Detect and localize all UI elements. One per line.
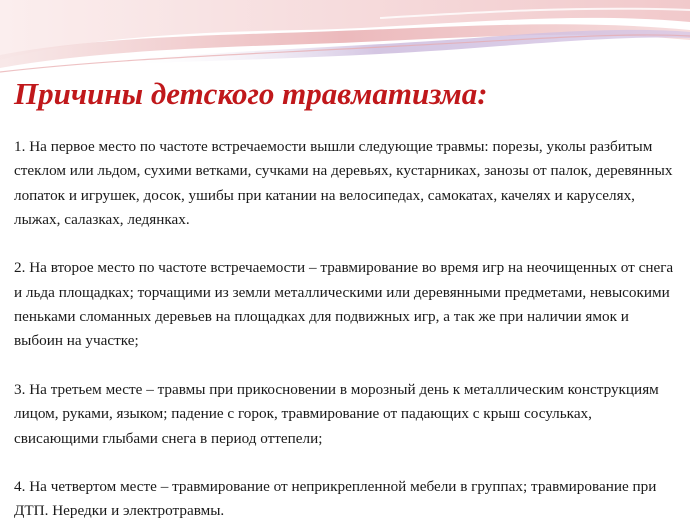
paragraph-2: 2. На второе место по частоте встречаемости – травмирование во время игр на неочищенных от снега и льда площадках; торчащими из земли металлическими или деревянными предметами, невысокими пеньками сломанных деревьев на площадках для подвижных игр, а так же при наличии ямок и выбоин на участке;: [14, 259, 674, 350]
paragraph-1: 1. На первое место по частоте встречаемости вышли следующие травмы: порезы, уколы разбитым стеклом или льдом, сухими ветками, сучками на деревьях, кустарниках, занозы от палок, деревянных лопаток и игрушек, досок, ушибы при катании на велосипедах, самокатах, качелях и каруселях, лыжах, салазках, ледянках.: [14, 138, 673, 228]
slide-body: [14, 135, 679, 522]
slide-title: Причины детского травматизма:: [14, 76, 488, 111]
paragraph-3: 3. На третьем месте – травмы при прикосновении в морозный день к металлическим конструкциям лицом, руками, языком; падение с горок, травмирование от падающих с крыш сосульках, свисающими глыбами снега в период оттепели;: [14, 380, 659, 447]
paragraph-4: 4. На четвертом месте – травмирование от неприкрепленной мебели в группах; травмирование при ДТП. Нередки и электротравмы.: [14, 478, 657, 520]
